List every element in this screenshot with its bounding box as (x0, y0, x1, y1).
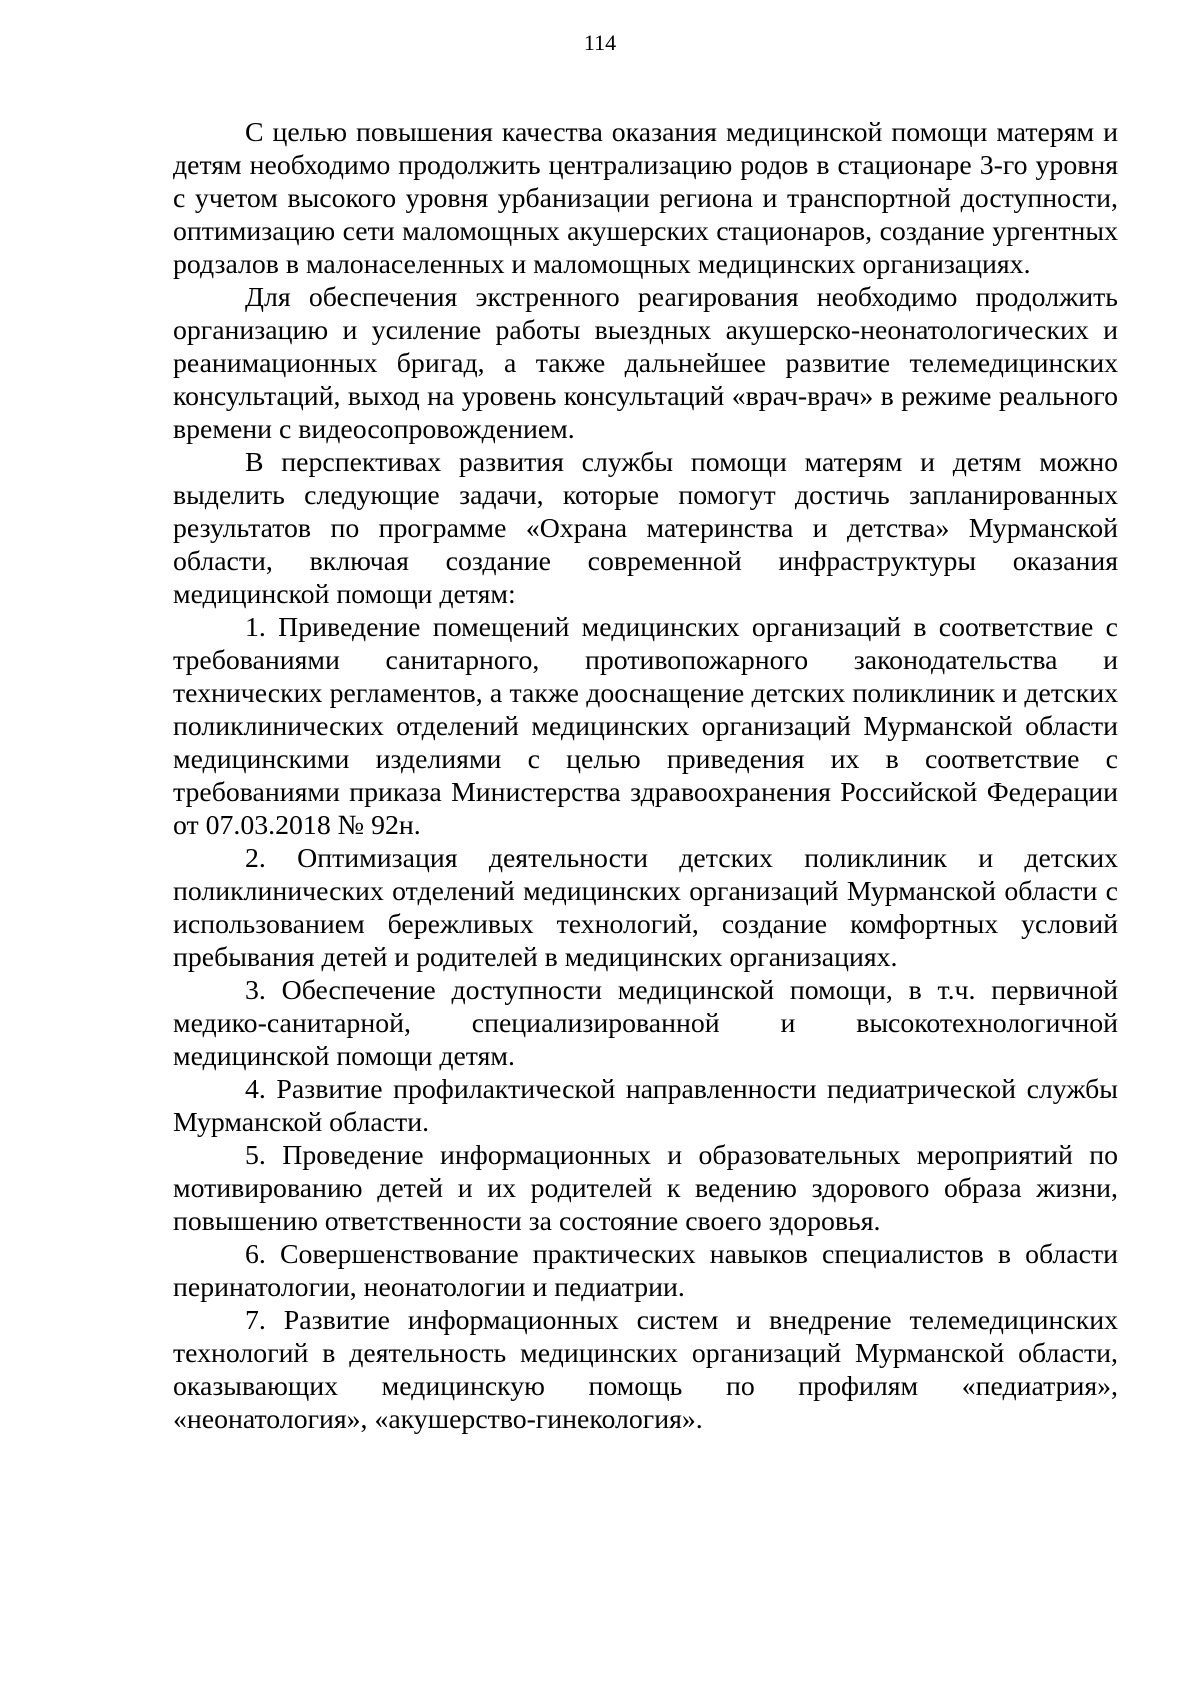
list-item-5: 5. Проведение информационных и образовательных мероприятий по мотивированию детей и их родителей к ведению здорового образа жизни, повышению ответственности за состояние своего здоровья. (173, 1140, 1118, 1237)
list-item-4: 4. Развитие профилактической направленности педиатрической службы Мурманской области. (173, 1074, 1118, 1138)
list-item-6: 6. Совершенствование практических навыков специалистов в области перинатологии, неонатологии и педиатрии. (173, 1239, 1118, 1303)
list-item-7: 7. Развитие информационных систем и внедрение телемедицинских технологий в деятельность медицинских организаций Мурманской области, оказывающих медицинскую помощь по профилям «педиатрия», «неонатология», «акушерство-гинекология». (173, 1305, 1118, 1435)
list-item-2: 2. Оптимизация деятельности детских поликлиник и детских поликлинических отделений медицинских организаций Мурманской области с использованием бережливых технологий, создание комфортных условий пребывания детей и родителей в медицинских организациях. (173, 843, 1118, 973)
list-item-1: 1. Приведение помещений медицинских организаций в соответствие с требованиями санитарного, противопожарного законодательства и технических регламентов, а также дооснащение детских поликлиник и детских поликлинических отделений медицинских организаций Мурманской области медицинскими изделиями с целью приведения их в соответствие с требованиями приказа Министерства здравоохранения Российской Федерации от 07.03.2018 № 92н. (173, 612, 1118, 841)
document-body (173, 116, 1118, 1436)
list-item-3: 3. Обеспечение доступности медицинской помощи, в т.ч. первичной медико-санитарной, специализированной и высокотехнологичной медицинской помощи детям. (173, 975, 1118, 1072)
paragraph-centralization: С целью повышения качества оказания медицинской помощи матерям и детям необходимо продолжить централизацию родов в стационаре 3-го уровня с учетом высокого уровня урбанизации региона и транспортной доступности, оптимизацию сети маломощных акушерских стационаров, создание ургентных родзалов в малонаселенных и маломощных медицинских организациях. (173, 117, 1118, 280)
paragraph-emergency-response: Для обеспечения экстренного реагирования необходимо продолжить организацию и усиление работы выездных акушерско-неонатологических и реанимационных бригад, а также дальнейшее развитие телемедицинских консультаций, выход на уровень консультаций «врач-врач» в режиме реального времени с видеосопровождением. (173, 282, 1118, 445)
paragraph-development-tasks: В перспективах развития службы помощи матерям и детям можно выделить следующие задачи, которые помогут достичь запланированных результатов по программе «Охрана материнства и детства» Мурманской области, включая создание современной инфраструктуры оказания медицинской помощи детям: (173, 447, 1118, 610)
page-number: 114 (583, 30, 617, 55)
